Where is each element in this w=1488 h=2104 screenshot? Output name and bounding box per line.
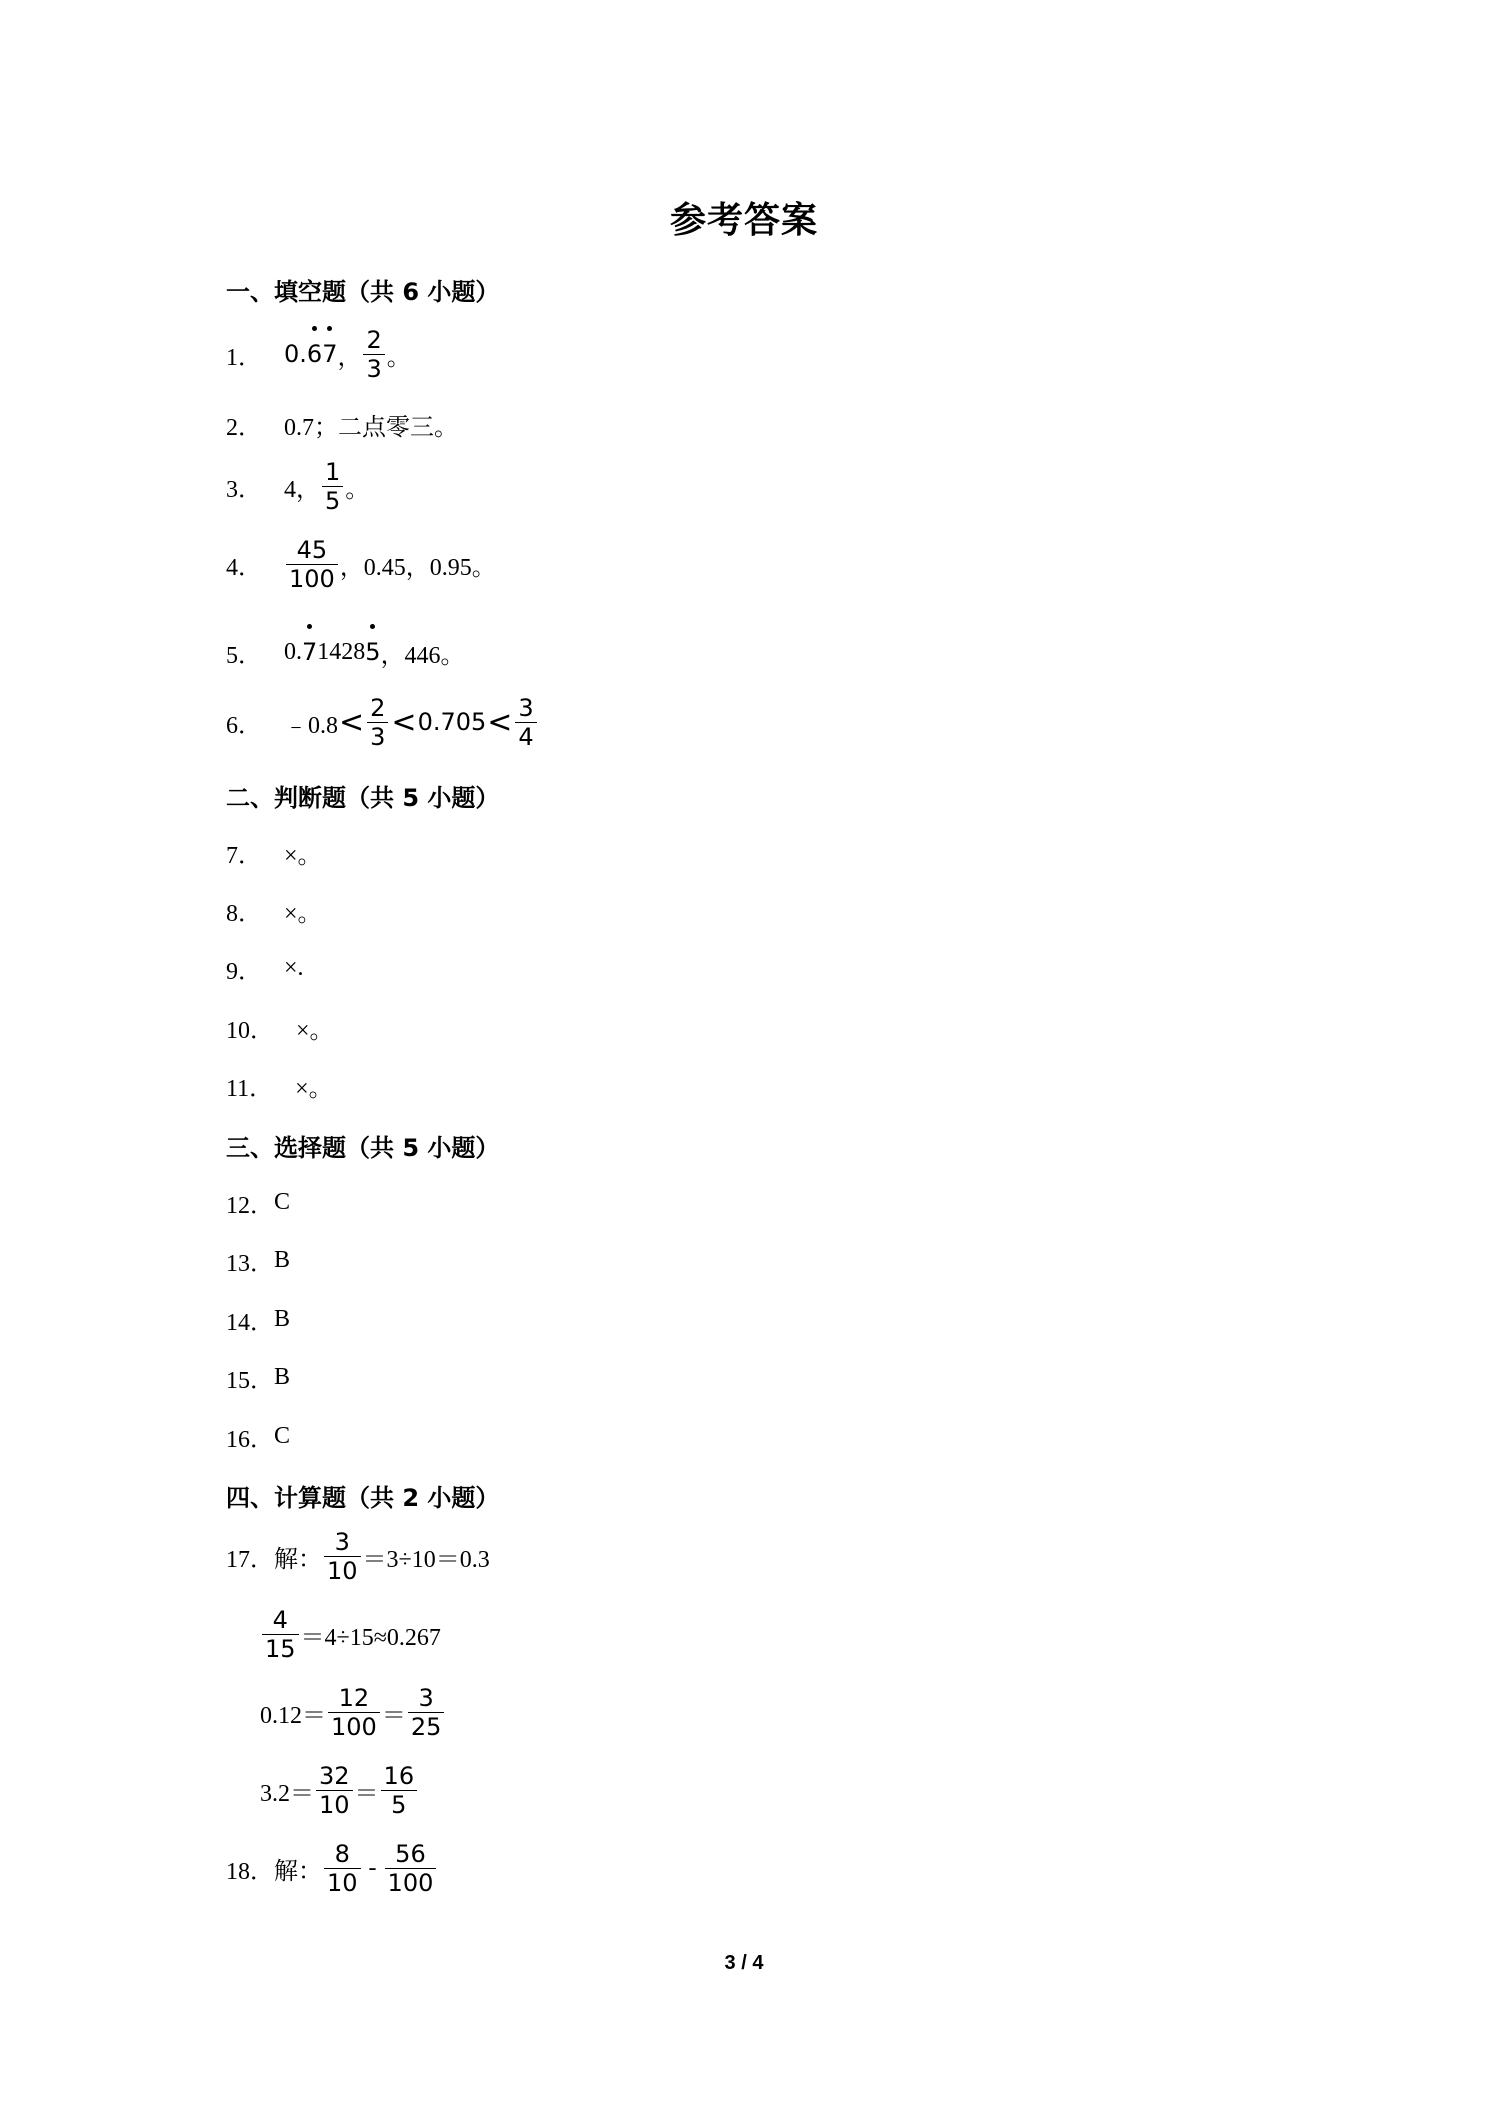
section-fill-in: 一、填空题（共 6 小题） [226, 278, 500, 306]
less-than-sign: < [487, 704, 513, 740]
repeat-dot [327, 326, 332, 331]
answer-text: 0.7；二点零三。 [284, 414, 458, 441]
answer-3: 3． 4， $\frac{1}{5}$ 。 [226, 457, 370, 515]
page-title: 参考答案 [669, 200, 818, 241]
page-number: 3 / 4 [724, 1952, 764, 1974]
fraction: $\frac{8}{10}$ [324, 1840, 361, 1897]
repeat-dot [307, 624, 312, 629]
repeat-dot [312, 326, 317, 331]
fraction: $\frac{4}{15}$ [262, 1606, 299, 1663]
fraction: $\frac{45}{100}$ [286, 536, 338, 593]
section-calculation: 四、计算题（共 2 小题） [226, 1484, 500, 1512]
answer-16: 16． C [226, 1422, 291, 1453]
answer-13: 13． B [226, 1246, 291, 1277]
answer-15: 15． B [226, 1363, 291, 1394]
repeat-dot [370, 624, 375, 629]
section-multiple-choice: 三、选择题（共 5 小题） [226, 1134, 500, 1162]
repeating-decimal: 0. 6 7 [284, 340, 337, 368]
answer-18: 18． 解： $\frac{8}{10}$ - $\frac{56}{100}$ [226, 1848, 438, 1888]
fraction: $\frac{3}{10}$ [324, 1528, 361, 1585]
fraction: $\frac{32}{10}$ [316, 1762, 353, 1819]
answer-4: 4． $\frac{45}{100}$ ，0.45，0.95。 [226, 535, 496, 593]
fraction: $\frac{2}{3}$ [363, 326, 384, 383]
answer-6: 6． ﹣0.8 < $\frac{2}{3}$ < 0.705 < $\frac{3}{4}$ [226, 702, 539, 742]
answer-14: 14． B [226, 1305, 291, 1336]
fraction: $\frac{2}{3}$ [367, 694, 388, 751]
section-true-false: 二、判断题（共 5 小题） [226, 784, 500, 812]
answer-2: 2． 0.7；二点零三。 [226, 404, 458, 444]
answer-10: 10． ×。 [226, 1017, 334, 1044]
less-than-sign: < [339, 704, 365, 740]
answer-17-line-2: $\frac{4}{15}$ ＝4÷15≈0.267 [260, 1614, 441, 1654]
question-number: 1． [226, 344, 262, 371]
answer-12: 12． C [226, 1188, 291, 1219]
answer-5: 5． 0. 7 1428 5 ，446。 [226, 632, 465, 672]
answer-8: 8． ×。 [226, 900, 322, 927]
fraction: $\frac{1}{5}$ [322, 458, 343, 515]
fraction: $\frac{16}{5}$ [381, 1762, 418, 1819]
fraction: $\frac{3}{4}$ [515, 694, 536, 751]
fraction: $\frac{3}{25}$ [408, 1684, 445, 1741]
fraction: $\frac{56}{100}$ [385, 1840, 437, 1897]
answer-11: 11． ×。 [226, 1075, 333, 1102]
answer-1: 1． 0. 6 7 ， $\frac{2}{3}$ 。 [226, 325, 411, 383]
answer-17-line-4: 3.2＝ $\frac{32}{10}$ ＝ $\frac{16}{5}$ [260, 1770, 419, 1810]
answer-9: 9． ×. [226, 954, 304, 985]
fraction: $\frac{12}{100}$ [328, 1684, 380, 1741]
answer-17: 17． 解： $\frac{3}{10}$ ＝3÷10＝0.3 [226, 1527, 490, 1585]
answer-7: 7． ×。 [226, 842, 322, 869]
less-than-sign: < [391, 704, 417, 740]
answer-17-line-3: 0.12＝ $\frac{12}{100}$ ＝ $\frac{3}{25}$ [260, 1692, 446, 1732]
